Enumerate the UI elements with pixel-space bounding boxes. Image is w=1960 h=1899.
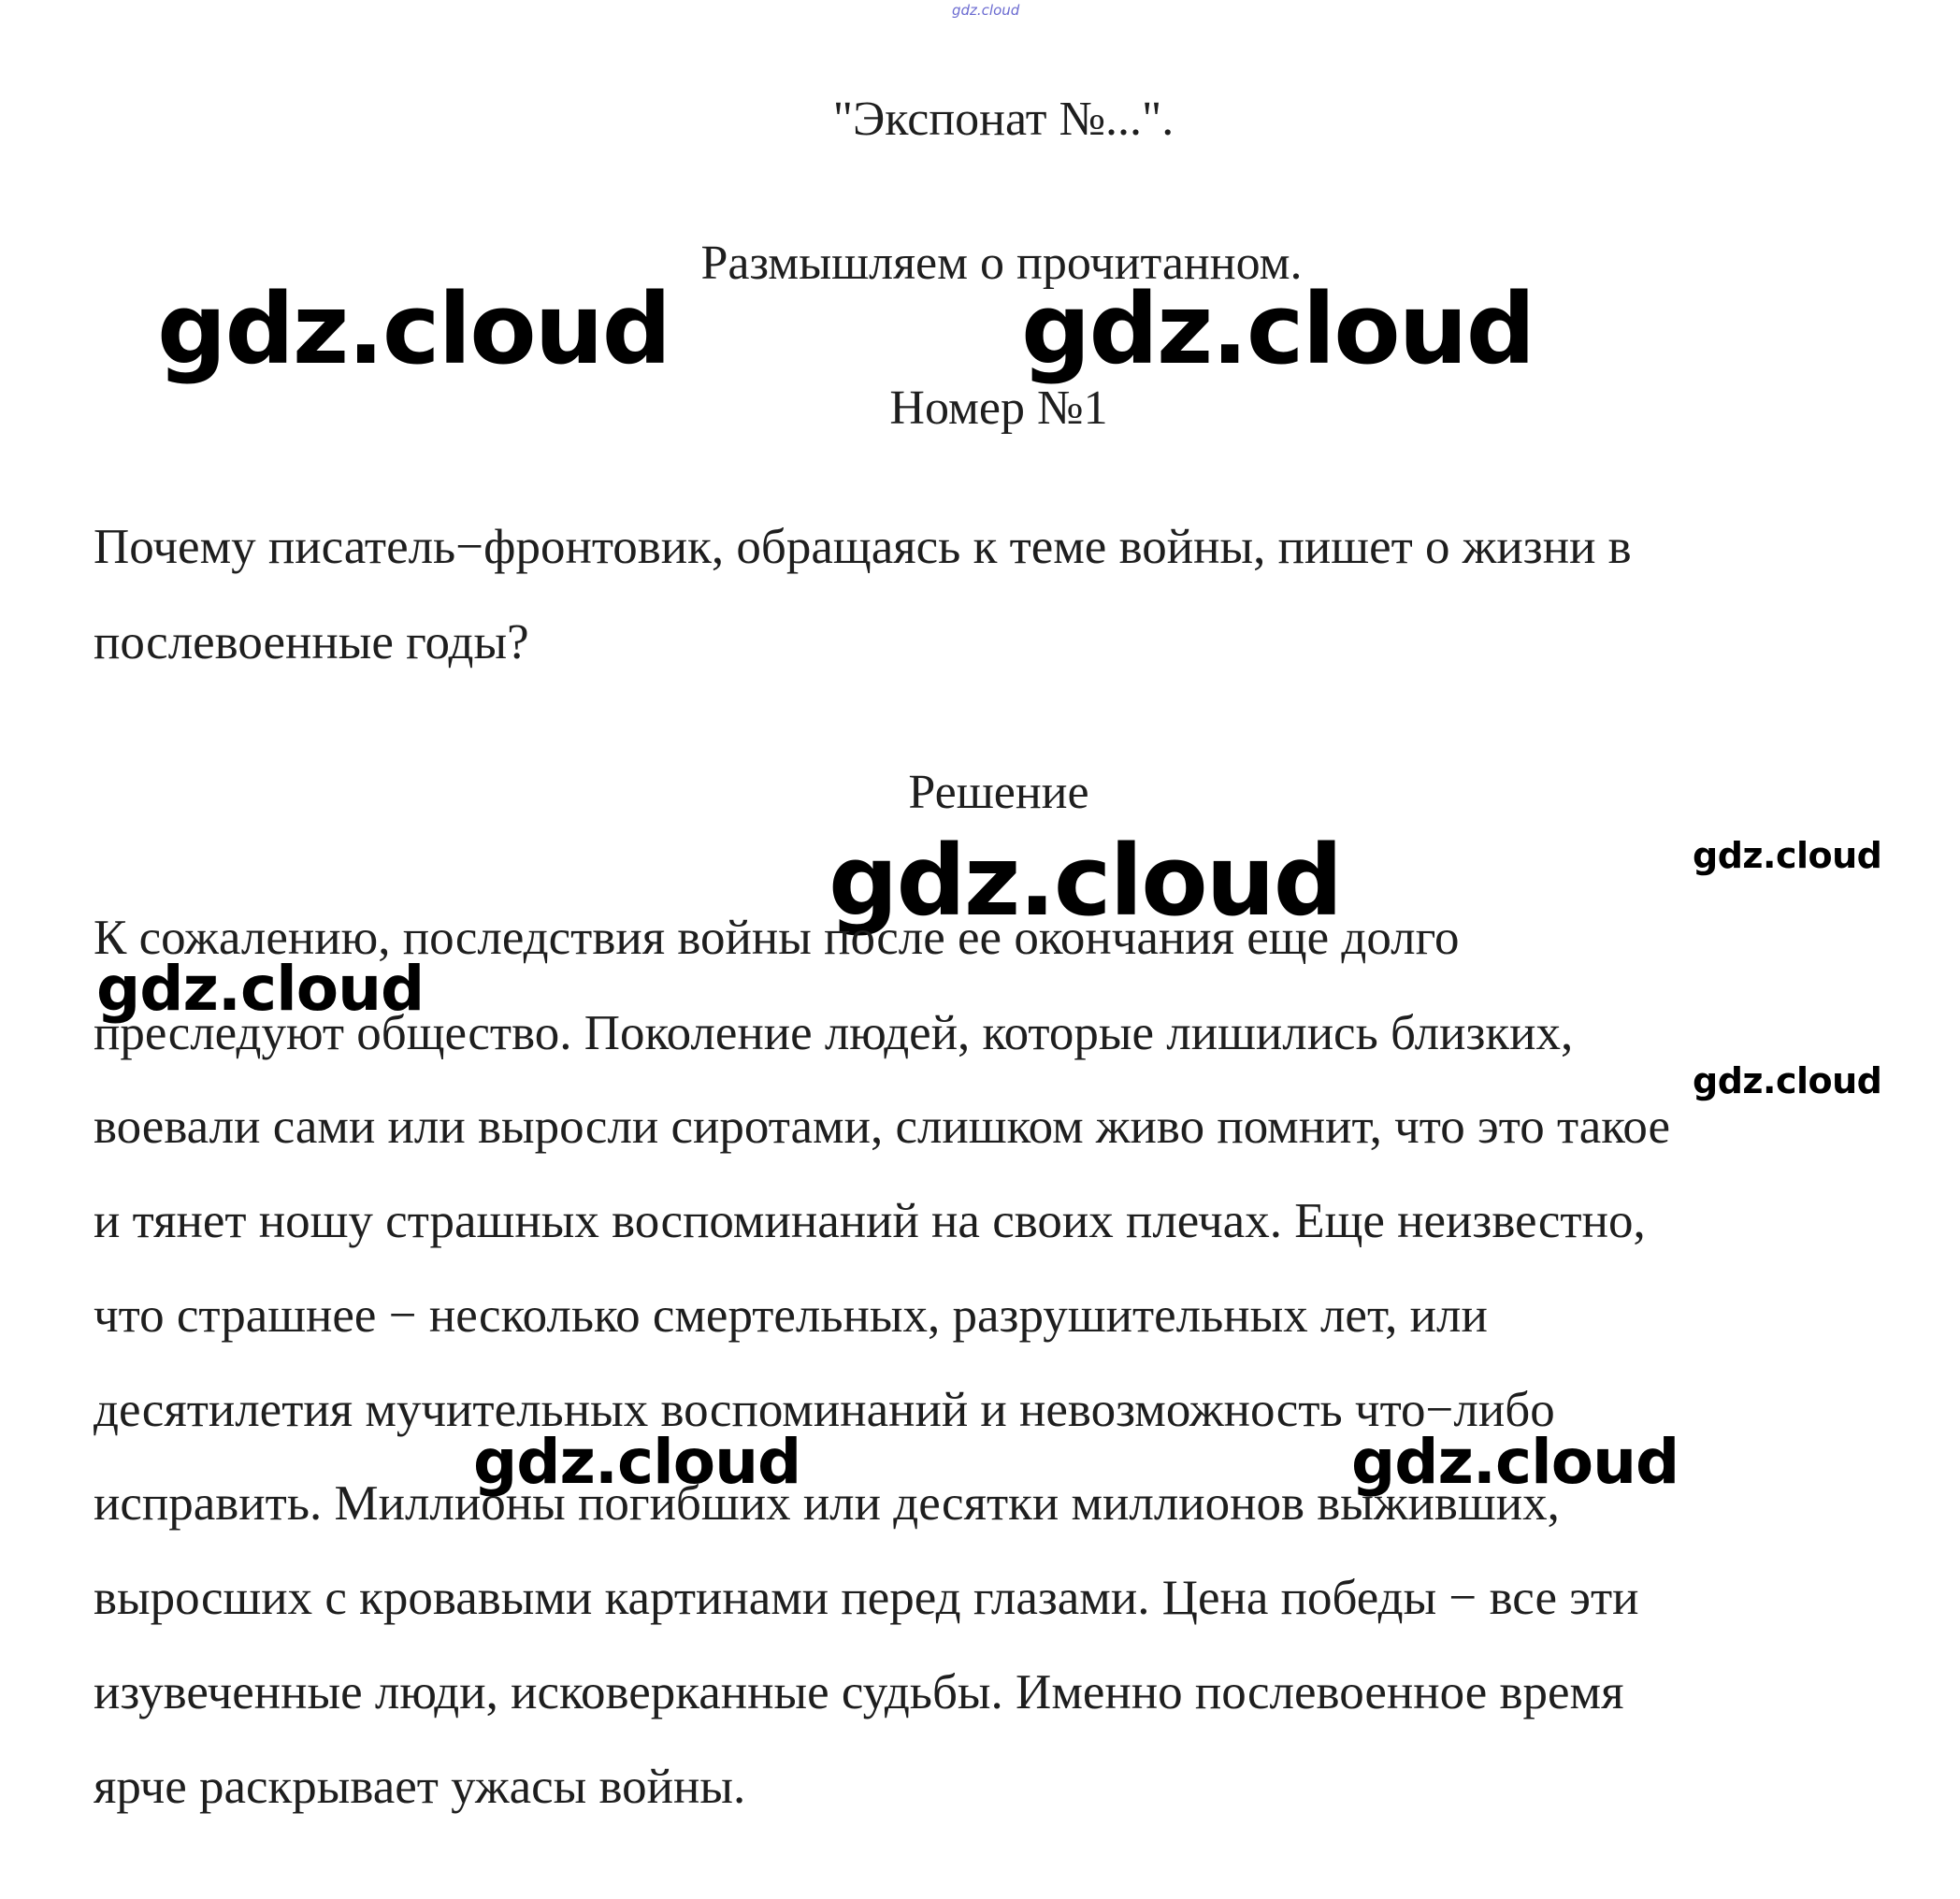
watermark-small-right-2: gdz.cloud <box>1693 1060 1882 1101</box>
solution-heading: Решение <box>908 766 1089 819</box>
solution-line-6: десятилетия мучительных воспоминаний и невозможность что−либо <box>94 1383 1555 1437</box>
solution-line-10: ярче раскрывает ужасы войны. <box>94 1760 746 1814</box>
watermark-small-right-1: gdz.cloud <box>1693 835 1882 876</box>
exercise-number: Номер №1 <box>889 381 1108 435</box>
solution-line-7: исправить. Миллионы погибших или десятки миллионов выживших, <box>94 1476 1560 1531</box>
section-title: Размышляем о прочитанном. <box>700 237 1303 290</box>
solution-line-4: и тянет ношу страшных воспоминаний на своих плечах. Еще неизвестно, <box>94 1194 1646 1248</box>
watermark-medium-bottom-right: gdz.cloud <box>1351 1426 1679 1498</box>
solution-line-8: выросших с кровавыми картинами перед глазами. Цена победы − все эти <box>94 1571 1639 1625</box>
question-line-1: Почему писатель−фронтовик, обращаясь к теме войны, пишет о жизни в <box>94 520 1632 574</box>
solution-line-5: что страшнее − несколько смертельных, разрушительных лет, или <box>94 1288 1488 1343</box>
solution-line-3: воевали сами или выросли сиротами, слишком живо помнит, что это такое <box>94 1100 1671 1154</box>
question-line-2: послевоенные годы? <box>94 615 529 669</box>
document-title: "Экспонат №...". <box>832 93 1175 146</box>
watermark-large-right: gdz.cloud <box>1021 272 1535 386</box>
watermark-medium-left: gdz.cloud <box>96 953 425 1025</box>
solution-line-2: преследуют общество. Поколение людей, которые лишились близких, <box>94 1006 1574 1060</box>
watermark-large-center: gdz.cloud <box>829 824 1342 938</box>
watermark-large-left: gdz.cloud <box>157 272 670 386</box>
solution-line-9: изувеченные люди, исковерканные судьбы. Именно послевоенное время <box>94 1665 1624 1719</box>
watermark-top: gdz.cloud <box>952 2 1020 19</box>
watermark-medium-bottom-left: gdz.cloud <box>473 1426 801 1498</box>
solution-line-1: К сожалению, последствия войны после ее окончания еще долго <box>94 911 1460 965</box>
